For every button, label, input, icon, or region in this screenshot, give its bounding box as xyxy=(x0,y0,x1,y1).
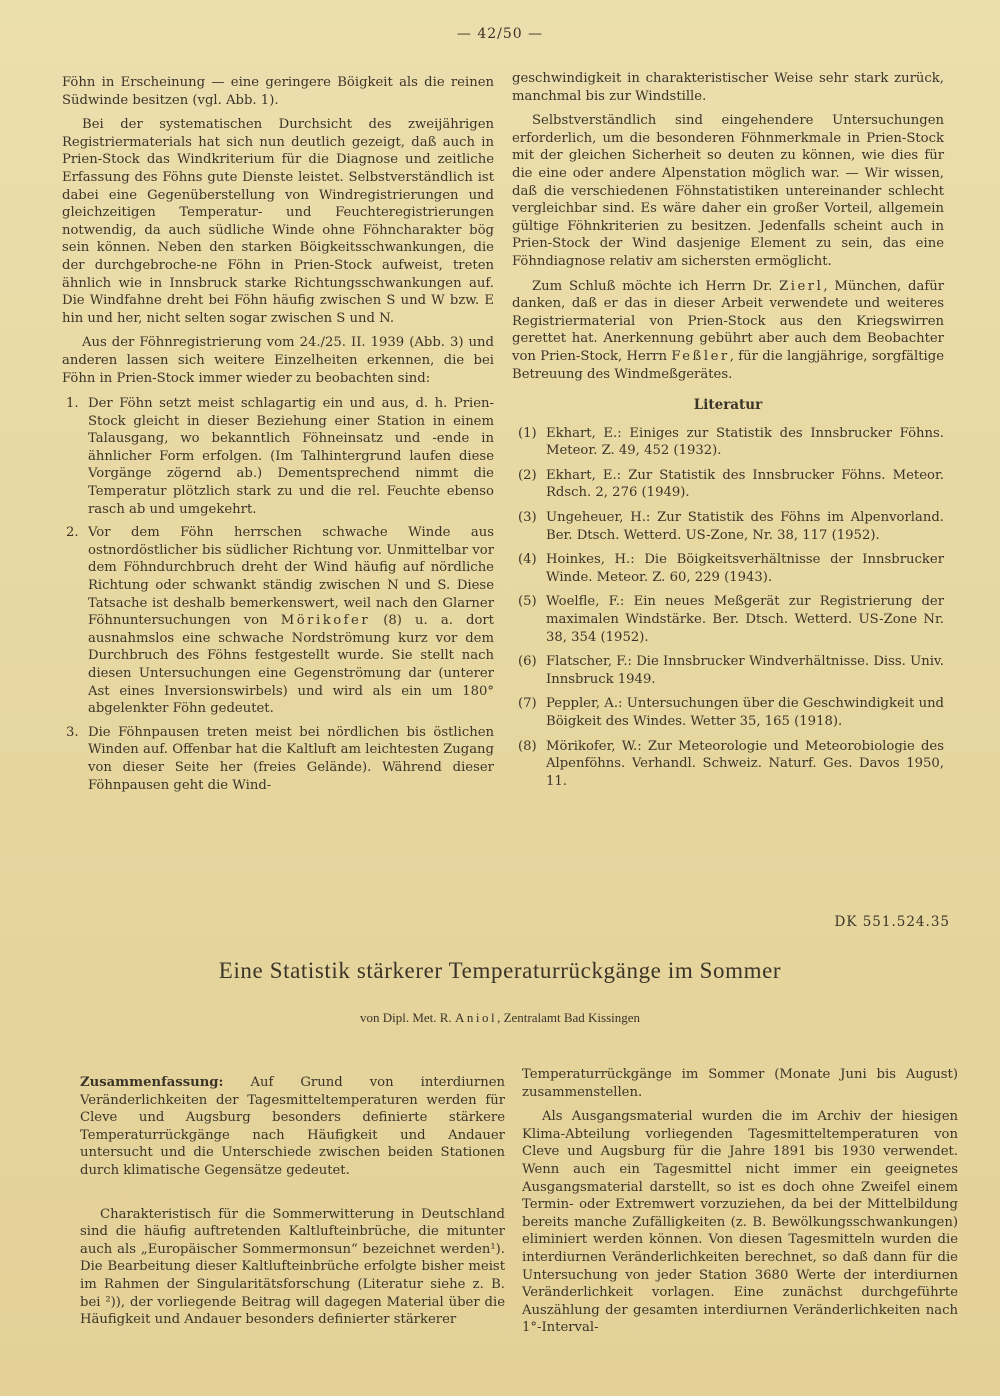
list-item-text: Vor dem Föhn herrschen schwache Winde aus ostnordöstlicher bis südlicher Richtung vor. Unmittelbar vor dem Föhndurchbruch dreht der Wind häufig auf nördliche Richtung oder schwankt ständig zwischen N und S. Diese Tatsache ist deshalb bemerkenswert, weil nach den Glarner Föhnuntersuchungen von xyxy=(88,525,494,629)
reference-number: (5) xyxy=(518,594,537,610)
reference-text: Flatscher, F.: Die Innsbrucker Windverhältnisse. Diss. Univ. Innsbruck 1949. xyxy=(546,654,944,687)
reference-text: Ungeheuer, H.: Zur Statistik des Föhns im Alpenvorland. Ber. Dtsch. Wetterd. US-Zone, Nr. 38, 117 (1952). xyxy=(546,510,944,543)
author-prefix: von Dipl. Met. R. xyxy=(359,1010,455,1025)
reference-item xyxy=(512,593,944,646)
numbered-list xyxy=(62,395,494,794)
reference-number: (8) xyxy=(518,738,537,754)
dk-classification: DK 551.524.35 xyxy=(834,914,950,930)
text: , München, dafür danken, daß er das in dieser Arbeit verwendete und weiteres Registriermaterial von Prien-Stock aus den Kriegswirren gerettet hat. Anerkennung gebührt aber auch dem Beobachter von Prien-Stock, Herrn xyxy=(512,278,944,364)
paragraph: geschwindigkeit in charakteristischer Weise sehr stark zurück, manchmal bis zur Windstille. xyxy=(512,71,944,104)
reference-number: (4) xyxy=(518,552,537,568)
list-item-text: (8) u. a. dort ausnahmslos eine schwache Nordströmung kurz vor dem Durchbruch des Föhns festgestellt wurde. Sie stellt nach diesen Untersuchungen eine Gegenströmung dar (unterer Ast eines Inversionswirbels) und wird als ein um 180° abgelenkter Föhn gedeutet. xyxy=(88,613,494,717)
list-item-text: Die Föhnpausen treten meist bei nördlichen bis östlichen Winden auf. Offenbar hat die Kaltluft am leichtesten Zugang von dieser Seite her (freies Gelände). Während dieser Föhnpausen geht die Wind- xyxy=(88,724,494,793)
paragraph: Bei der systematischen Durchsicht des zweijährigen Registriermaterials hat sich nun deutlich gezeigt, daß auch in Prien-Stock das Windkriterium für die Diagnose und zeitliche Erfassung des Föhns gute Dienste leistet. Selbstverständlich ist dabei eine Gegenüberstellung von Windregistrierungen und gleichzeitigen Temperatur- und Feuchteregistrierungen notwendig, da auch südliche Winde ohne Föhncharakter bög sein können. Neben den starken Böigkeitsschwankungen, die der durchgebroche-ne Föhn in Prien-Stock aufweist, treten ähnlich wie in Innsbruck starke Richtungsschwankungen auf. Die Windfahne dreht bei Föhn häufig zwischen S und W bzw. E hin und her, nicht selten sogar zwischen S und N. xyxy=(62,117,494,326)
page-number: — 42/50 — xyxy=(456,26,544,42)
person-name: Feßler xyxy=(671,348,730,364)
reference-item xyxy=(512,509,944,544)
reference-item xyxy=(512,467,944,502)
summary-paragraph xyxy=(80,1074,505,1180)
left-column-bottom xyxy=(80,1074,505,1336)
author-name: Mörikofer xyxy=(280,613,371,629)
reference-number: (6) xyxy=(518,654,537,670)
reference-number: (1) xyxy=(518,425,537,441)
paragraph: Aus der Föhnregistrierung vom 24./25. II. 1939 (Abb. 3) und anderen lassen sich weitere Einzelheiten erkennen, die bei Föhn in Prien-Stock immer wieder zu beobachten sind: xyxy=(62,335,494,386)
list-item xyxy=(62,395,494,518)
reference-text: Peppler, A.: Untersuchungen über die Geschwindigkeit und Böigkeit des Windes. Wetter 35, 165 (1918). xyxy=(546,696,944,729)
article-title: Eine Statistik stärkerer Temperaturrückgänge im Sommer xyxy=(218,958,782,983)
summary-text: Auf Grund von interdiurnen Veränderlichkeiten der Tagesmitteltemperaturen werden für Cleve und Augsburg besonders definierte stärkere Temperaturrückgänge nach Häufigkeit und Andauer untersucht und die Unterschiede zwischen beiden Stationen durch klimatische Gegensätze gedeutet. xyxy=(80,1075,505,1178)
paragraph xyxy=(512,278,944,384)
text: , für die langjährige, sorgfältige Betreuung des Windmeßgerätes. xyxy=(512,348,944,382)
list-item-number: 1. xyxy=(66,396,79,412)
paragraph: Temperaturrückgänge im Sommer (Monate Juni bis August) zusammenstellen. xyxy=(522,1067,958,1100)
author-name: Aniol xyxy=(454,1010,498,1025)
paragraph: Als Ausgangsmaterial wurden die im Archiv der hiesigen Klima-Abteilung vorliegenden Tagesmitteltemperaturen von Cleve und Augsburg für die Jahre 1891 bis 1930 verwendet. Wenn auch ein Tagesmittel nicht immer ein geeignetes Ausgangsmaterial darstellt, so ist es doch ohne Zweifel einem Termin- oder Extremwert vorzuziehen, da bei der Mittelbildung bereits manche Zufälligkeiten (z. B. Bewölkungsschwankungen) eliminiert werden können. Von diesen Tagesmitteln wurden die interdiurnen Veränderlichkeiten berechnet, so daß dann für die Untersuchung von jeder Station 3680 Werte der interdiurnen Veränderlichkeit vorlagen. Eine zunächst durchgeführte Auszählung der gesamten interdiurnen Veränderlichkeiten nach 1°-Interval- xyxy=(522,1109,958,1336)
reference-number: (3) xyxy=(518,510,537,526)
person-name: Zierl xyxy=(779,278,824,294)
reference-item xyxy=(512,653,944,688)
summary-label: Zusammenfassung: xyxy=(80,1075,224,1090)
reference-text: Woelfle, F.: Ein neues Meßgerät zur Registrierung der maximalen Windstärke. Ber. Dtsch. Wetterd. US-Zone Nr. 38, 354 (1952). xyxy=(546,594,944,645)
list-item xyxy=(62,724,494,794)
list-item-number: 3. xyxy=(66,724,79,740)
reference-text: Ekhart, E.: Zur Statistik des Innsbrucker Föhns. Meteor. Rdsch. 2, 276 (1949). xyxy=(546,467,944,501)
paragraph: Selbstverständlich sind eingehendere Untersuchungen erforderlich, um die besonderen Föhnmerkmale in Prien-Stock mit der gleichen Sicherheit so deuten zu können, wie dies für die eine oder andere Alpenstation möglich war. — Wir wissen, daß die verschiedenen Föhnstatistiken untereinander schlecht vergleichbar sind. Es wäre daher ein großer Vorteil, allgemein gültige Föhnkriterien zu besitzen. Jedenfalls scheint auch in Prien-Stock der Wind dasjenige Element zu sein, das eine Föhndiagnose relativ am sichersten ermöglicht. xyxy=(512,113,944,269)
right-column-top xyxy=(512,70,944,797)
reference-item xyxy=(512,425,944,460)
paragraph: Föhn in Erscheinung — eine geringere Böigkeit als die reinen Südwinde besitzen (vgl. Abb. 1). xyxy=(62,75,494,108)
reference-text: Hoinkes, H.: Die Böigkeitsverhältnisse der Innsbrucker Winde. Meteor. Z. 60, 229 (1943). xyxy=(546,552,944,585)
reference-text: Ekhart, E.: Einiges zur Statistik des Innsbrucker Föhns. Meteor. Z. 49, 452 (1932). xyxy=(546,425,944,459)
list-item-text: Der Föhn setzt meist schlagartig ein und aus, d. h. Prien-Stock gleicht in dieser Beziehung einer Station in einem Talausgang, wo bekanntlich Föhneinsatz und -ende in ähnlicher Form erfolgen. (Im Talhintergrund laufen diese Vorgänge zögernd ab.) Dementsprechend nimmt die Temperatur plötzlich stark zu und die rel. Feuchte ebenso rasch ab und umgekehrt. xyxy=(88,396,494,517)
reference-number: (7) xyxy=(518,696,537,712)
reference-list xyxy=(512,425,944,791)
reference-item xyxy=(512,738,944,791)
reference-number: (2) xyxy=(518,467,537,483)
reference-text: Mörikofer, W.: Zur Meteorologie und Meteorobiologie des Alpenföhns. Verhandl. Schweiz. Naturf. Ges. Davos 1950, 11. xyxy=(546,738,944,789)
literature-heading: Literatur xyxy=(693,397,763,414)
reference-item xyxy=(512,695,944,730)
author-affiliation: , Zentralamt Bad Kissingen xyxy=(497,1010,641,1025)
list-item xyxy=(62,524,494,718)
list-item-number: 2. xyxy=(66,525,79,541)
reference-item xyxy=(512,551,944,586)
article-author xyxy=(0,1010,1000,1026)
left-column-top xyxy=(62,74,494,800)
paragraph: Charakteristisch für die Sommerwitterung in Deutschland sind die häufig auftretenden Kaltlufteinbrüche, die mitunter auch als „Europäischer Sommermonsun“ bezeichnet werden¹). Die Bearbeitung dieser Kaltlufteinbrüche erfolgte bisher meist im Rahmen der Singularitätsforschung (Literatur siehe z. B. bei ²)), der vorliegende Beitrag will dagegen Material über die Häufigkeit und Andauer besonders definierter stärkerer xyxy=(80,1206,505,1328)
right-column-bottom xyxy=(522,1066,958,1344)
text: Zum Schluß möchte ich Herrn Dr. xyxy=(532,278,780,294)
